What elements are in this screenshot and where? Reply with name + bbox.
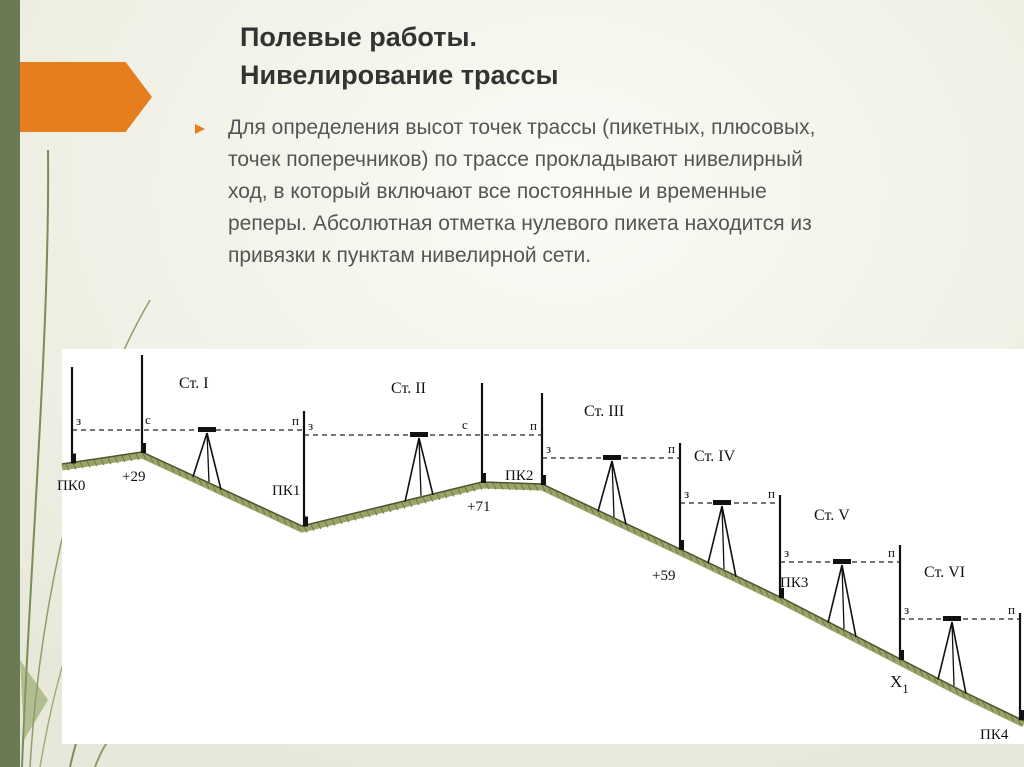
tripod-leg (828, 565, 842, 623)
point-label: ПК2 (505, 468, 534, 484)
tripod-leg (708, 506, 722, 563)
station-label: Ст. III (584, 403, 625, 420)
tripod-leg (938, 622, 952, 680)
level-instrument-icon (833, 559, 851, 564)
leveling-rods (71, 355, 1024, 720)
point-label: +29 (122, 469, 146, 485)
rod-fore-letter: п (1008, 602, 1015, 617)
title-line-2: Нивелирование трассы (240, 60, 559, 90)
level-instrument-icon (943, 616, 961, 621)
rod-back-letter: з (76, 413, 82, 428)
point-label: ПК4 (980, 727, 1009, 743)
paragraph-line: точек поперечников) по трассе прокладывают нивелирный (228, 148, 803, 171)
rod-stake (1019, 710, 1024, 720)
rod-back-letter: з (684, 486, 690, 501)
rod-fore-letter: п (292, 413, 299, 428)
leveling-diagram-panel (57, 349, 1024, 744)
point-label: +59 (652, 568, 676, 584)
rod-back-letter: з (904, 602, 910, 617)
rod-stake (141, 443, 146, 453)
title-line-1: Полевые работы. (240, 22, 478, 52)
level-instrument-icon (713, 500, 731, 505)
rod-fore-letter: п (668, 441, 675, 456)
rod-stake (303, 517, 308, 527)
rod-stake (71, 454, 76, 464)
station-label: Ст. VI (924, 564, 966, 581)
rod-mid-letter: с (145, 412, 151, 427)
rod-fore-letter: п (768, 486, 775, 501)
level-instrument-icon (198, 427, 216, 432)
leveling-diagram (57, 349, 1024, 744)
ground-surface-line (62, 452, 1024, 721)
tripod-leg (598, 461, 612, 511)
point-label: +71 (467, 499, 491, 515)
point-label: ПК0 (57, 478, 86, 494)
level-instrument-icon (603, 455, 621, 460)
sight-lines (72, 430, 1020, 619)
slide-title (240, 18, 940, 94)
tripod-leg (405, 438, 419, 502)
bullet-arrow-icon (195, 124, 205, 134)
point-label: ПК1 (272, 483, 301, 499)
rod-stake (541, 475, 546, 485)
tripod-leg (193, 433, 207, 477)
level-instruments (193, 427, 966, 694)
rod-mid-letter: с (462, 417, 468, 432)
rod-stake (481, 473, 486, 483)
rod-stake (899, 650, 904, 660)
paragraph-line: ход, в который включают все постоянные и временные (228, 180, 767, 203)
station-label: Ст. I (179, 375, 209, 392)
paragraph-line: привязки к пунктам нивелирной сети. (228, 244, 592, 267)
bullet-paragraph (228, 112, 1018, 272)
paragraph-line: реперы. Абсолютная отметка нулевого пикета находится из (228, 212, 812, 235)
station-label: Ст. V (814, 507, 850, 524)
rod-back-letter: з (308, 418, 314, 433)
point-label: $X_1$ (890, 672, 909, 696)
ground-profile (62, 452, 1024, 725)
orange-accent-tab (20, 62, 152, 132)
rod-back-letter: з (784, 545, 790, 560)
station-label: Ст. IV (694, 448, 736, 465)
rod-fore-letter: п (888, 545, 895, 560)
ground-band (62, 455, 1024, 724)
level-instrument-icon (410, 432, 428, 437)
rod-stake (679, 540, 684, 550)
rod-fore-letter: п (530, 418, 537, 433)
paragraph-line: Для определения высот точек трассы (пикетных, плюсовых, (228, 116, 816, 139)
rod-back-letter: з (546, 441, 552, 456)
point-label: ПК3 (780, 575, 809, 591)
station-label: Ст. II (391, 380, 426, 397)
